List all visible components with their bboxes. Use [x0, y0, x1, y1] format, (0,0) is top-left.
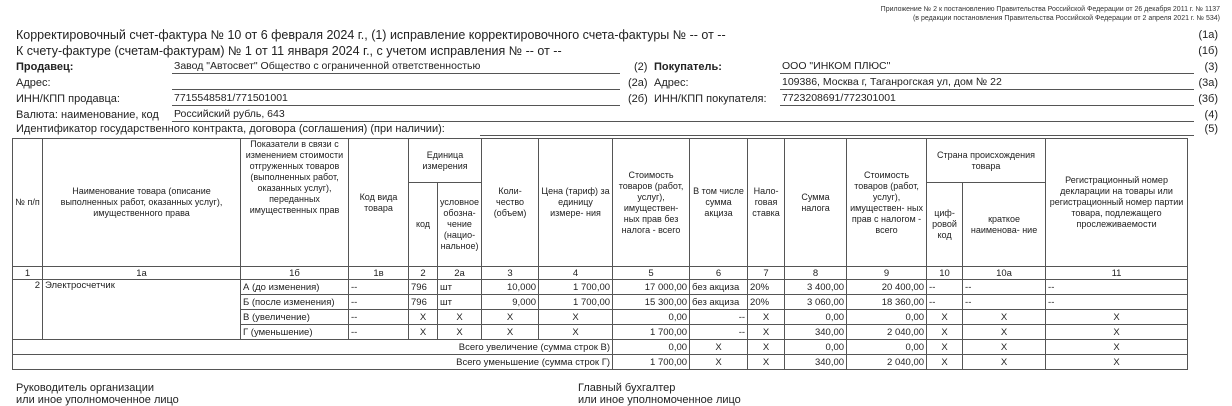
column-number: 2 — [409, 267, 438, 280]
header-excise: В том числе сумма акциза — [690, 139, 748, 267]
header-unit-code: код — [409, 183, 438, 267]
excise: без акциза — [690, 295, 748, 310]
unit-code: X — [409, 310, 438, 325]
unit-name: X — [438, 310, 482, 325]
cost-without-tax: 17 000,00 — [613, 280, 690, 295]
buyer-label: Покупатель: — [654, 61, 722, 73]
column-number: 1б — [241, 267, 349, 280]
tax-rate: X — [748, 310, 785, 325]
seller-inn-label: ИНН/КПП продавца: — [16, 93, 120, 105]
country-name: -- — [963, 280, 1046, 295]
total-tax-amount: 340,00 — [785, 355, 847, 370]
header-no: № п/п — [13, 139, 43, 267]
table-row — [13, 280, 1188, 295]
column-number: 5 — [613, 267, 690, 280]
unit-code: X — [409, 325, 438, 340]
header-country-code: циф- ровой код — [927, 183, 963, 267]
total-cost-with-tax: 0,00 — [847, 340, 927, 355]
buyer-address-code: (3а) — [1198, 77, 1218, 89]
total-excise: X — [690, 340, 748, 355]
total-country-name: X — [963, 355, 1046, 370]
tax-amount: 340,00 — [785, 325, 847, 340]
buyer-inn-label: ИНН/КПП покупателя: — [654, 93, 767, 105]
column-number: 2а — [438, 267, 482, 280]
invoice-title: Корректировочный счет-фактура № 10 от 6 февраля 2024 г., (1) исправление корректировочного счета-фактуры № -- от -- — [16, 28, 726, 42]
buyer-address-label: Адрес: — [654, 77, 689, 89]
cost-with-tax: 2 040,00 — [847, 325, 927, 340]
header-country-name: краткое наименова- ние — [963, 183, 1046, 267]
seller-inn-value: 7715548581/771501001 — [172, 92, 620, 106]
tax-amount: 3 060,00 — [785, 295, 847, 310]
excise: -- — [690, 310, 748, 325]
country-name: X — [963, 310, 1046, 325]
reg-no: X — [1046, 310, 1188, 325]
director-label-line: или иное уполномоченное лицо — [16, 394, 179, 406]
buyer-inn-code: (3б) — [1198, 93, 1218, 105]
header-price: Цена (тариф) за единицу измере- ния — [539, 139, 613, 267]
buyer-value: ООО "ИНКОМ ПЛЮС" — [780, 60, 1194, 74]
price: 1 700,00 — [539, 280, 613, 295]
title-code: (1а) — [1198, 29, 1218, 41]
tax-rate: 20% — [748, 280, 785, 295]
price: X — [539, 310, 613, 325]
total-reg-no: X — [1046, 355, 1188, 370]
item-number: 2 — [13, 280, 43, 340]
currency-value: Российский рубль, 643 — [172, 108, 1194, 122]
tax-rate: X — [748, 325, 785, 340]
country-name: X — [963, 325, 1046, 340]
tax-amount: 0,00 — [785, 310, 847, 325]
row-label: А (до изменения) — [241, 280, 349, 295]
column-number: 1в — [349, 267, 409, 280]
header-cost-with-tax: Стоимость товаров (работ, услуг), имуществен- ных прав с налогом - всего — [847, 139, 927, 267]
cost-without-tax: 1 700,00 — [613, 325, 690, 340]
contract-label: Идентификатор государственного контракта, договора (соглашения) (при наличии): — [16, 123, 445, 135]
header-note — [881, 5, 1220, 23]
director-signature-label — [16, 382, 179, 406]
excise: -- — [690, 325, 748, 340]
director-label-line: Руководитель организации — [16, 382, 155, 394]
column-number: 9 — [847, 267, 927, 280]
total-country-code: X — [927, 340, 963, 355]
column-number: 6 — [690, 267, 748, 280]
header-indicators: Показатели в связи с изменением стоимости отгруженных товаров (выполненных работ, оказанных услуг), переданных имущественных прав — [241, 139, 349, 267]
currency-code: (4) — [1204, 109, 1218, 121]
column-number: 11 — [1046, 267, 1188, 280]
column-number: 8 — [785, 267, 847, 280]
reg-no: -- — [1046, 280, 1188, 295]
buyer-address-value: 109386, Москва г, Таганрогская ул, дом № 22 — [780, 76, 1194, 90]
total-country-name: X — [963, 340, 1046, 355]
seller-label: Продавец: — [16, 61, 74, 73]
cost-without-tax: 15 300,00 — [613, 295, 690, 310]
total-reg-no: X — [1046, 340, 1188, 355]
header-note-line: (в редакции постановления Правительства Российской Федерации от 2 апреля 2021 г. № 534) — [912, 15, 1220, 22]
column-number: 10а — [963, 267, 1046, 280]
total-cost-without-tax: 0,00 — [613, 340, 690, 355]
accountant-label-line: Главный бухгалтер — [578, 382, 676, 394]
country-code: -- — [927, 295, 963, 310]
qty: X — [482, 310, 539, 325]
header-kind-code: Код вида товара — [349, 139, 409, 267]
seller-address-label: Адрес: — [16, 77, 51, 89]
total-tax-rate: X — [748, 340, 785, 355]
header-qty: Коли- чество (объем) — [482, 139, 539, 267]
row-label: Г (уменьшение) — [241, 325, 349, 340]
header-unit-name: условное обозна- чение (нацио- нальное) — [438, 183, 482, 267]
country-code: X — [927, 325, 963, 340]
cost-with-tax: 20 400,00 — [847, 280, 927, 295]
unit-code: 796 — [409, 280, 438, 295]
unit-code: 796 — [409, 295, 438, 310]
header-tax-rate: Нало- говая ставка — [748, 139, 785, 267]
seller-inn-code: (2б) — [628, 93, 648, 105]
header-cost-without-tax: Стоимость товаров (работ, услуг), имуществен- ных прав без налога - всего — [613, 139, 690, 267]
total-row — [13, 340, 1188, 355]
buyer-code: (3) — [1204, 61, 1218, 73]
header-unit: Единица измерения — [409, 139, 482, 183]
cost-with-tax: 0,00 — [847, 310, 927, 325]
currency-label: Валюта: наименование, код — [16, 109, 159, 121]
qty: 9,000 — [482, 295, 539, 310]
contract-code: (5) — [1204, 123, 1218, 135]
unit-name: шт — [438, 280, 482, 295]
kind-code: -- — [349, 325, 409, 340]
reg-no: -- — [1046, 295, 1188, 310]
total-tax-rate: X — [748, 355, 785, 370]
cost-with-tax: 18 360,00 — [847, 295, 927, 310]
seller-address-code: (2а) — [628, 77, 648, 89]
seller-value: Завод "Автосвет" Общество с ограниченной ответственностью — [172, 60, 620, 74]
cost-without-tax: 0,00 — [613, 310, 690, 325]
column-number: 4 — [539, 267, 613, 280]
qty: X — [482, 325, 539, 340]
column-number: 10 — [927, 267, 963, 280]
header-name: Наименование товара (описание выполненных работ, оказанных услуг), имущественного права — [43, 139, 241, 267]
accountant-label-line: или иное уполномоченное лицо — [578, 394, 741, 406]
row-label: В (увеличение) — [241, 310, 349, 325]
reg-no: X — [1046, 325, 1188, 340]
tax-rate: 20% — [748, 295, 785, 310]
column-numbers-row — [13, 267, 1188, 280]
header-country: Страна происхождения товара — [927, 139, 1046, 183]
invoice-subtitle: К счету-фактуре (счетам-фактурам) № 1 от 11 января 2024 г., с учетом исправления № -- от -- — [16, 44, 562, 58]
header-note-line: Приложение № 2 к постановлению Правительства Российской Федерации от 26 декабря 2011 г. № 1137 — [880, 6, 1220, 13]
column-number: 3 — [482, 267, 539, 280]
buyer-inn-value: 7723208691/772301001 — [780, 92, 1194, 106]
accountant-signature-label — [578, 382, 741, 406]
total-country-code: X — [927, 355, 963, 370]
total-row — [13, 355, 1188, 370]
country-code: -- — [927, 280, 963, 295]
kind-code: -- — [349, 280, 409, 295]
excise: без акциза — [690, 280, 748, 295]
column-number: 7 — [748, 267, 785, 280]
total-label: Всего уменьшение (сумма строк Г) — [13, 355, 613, 370]
total-tax-amount: 0,00 — [785, 340, 847, 355]
seller-address-value — [172, 76, 620, 90]
contract-value — [480, 122, 1194, 136]
price: 1 700,00 — [539, 295, 613, 310]
column-number: 1а — [43, 267, 241, 280]
total-cost-without-tax: 1 700,00 — [613, 355, 690, 370]
row-label: Б (после изменения) — [241, 295, 349, 310]
kind-code: -- — [349, 310, 409, 325]
tax-amount: 3 400,00 — [785, 280, 847, 295]
unit-name: X — [438, 325, 482, 340]
total-cost-with-tax: 2 040,00 — [847, 355, 927, 370]
item-name: Электросчетчик — [43, 280, 241, 340]
invoice-table — [12, 138, 1188, 370]
price: X — [539, 325, 613, 340]
unit-name: шт — [438, 295, 482, 310]
qty: 10,000 — [482, 280, 539, 295]
country-name: -- — [963, 295, 1046, 310]
subtitle-code: (1б) — [1198, 45, 1218, 57]
header-reg-no: Регистрационный номер декларации на товары или регистрационный номер партии товара, подлежащего прослеживаемости — [1046, 139, 1188, 267]
seller-code: (2) — [634, 61, 648, 73]
column-number: 1 — [13, 267, 43, 280]
kind-code: -- — [349, 295, 409, 310]
country-code: X — [927, 310, 963, 325]
total-excise: X — [690, 355, 748, 370]
total-label: Всего увеличение (сумма строк В) — [13, 340, 613, 355]
header-tax-amount: Сумма налога — [785, 139, 847, 267]
